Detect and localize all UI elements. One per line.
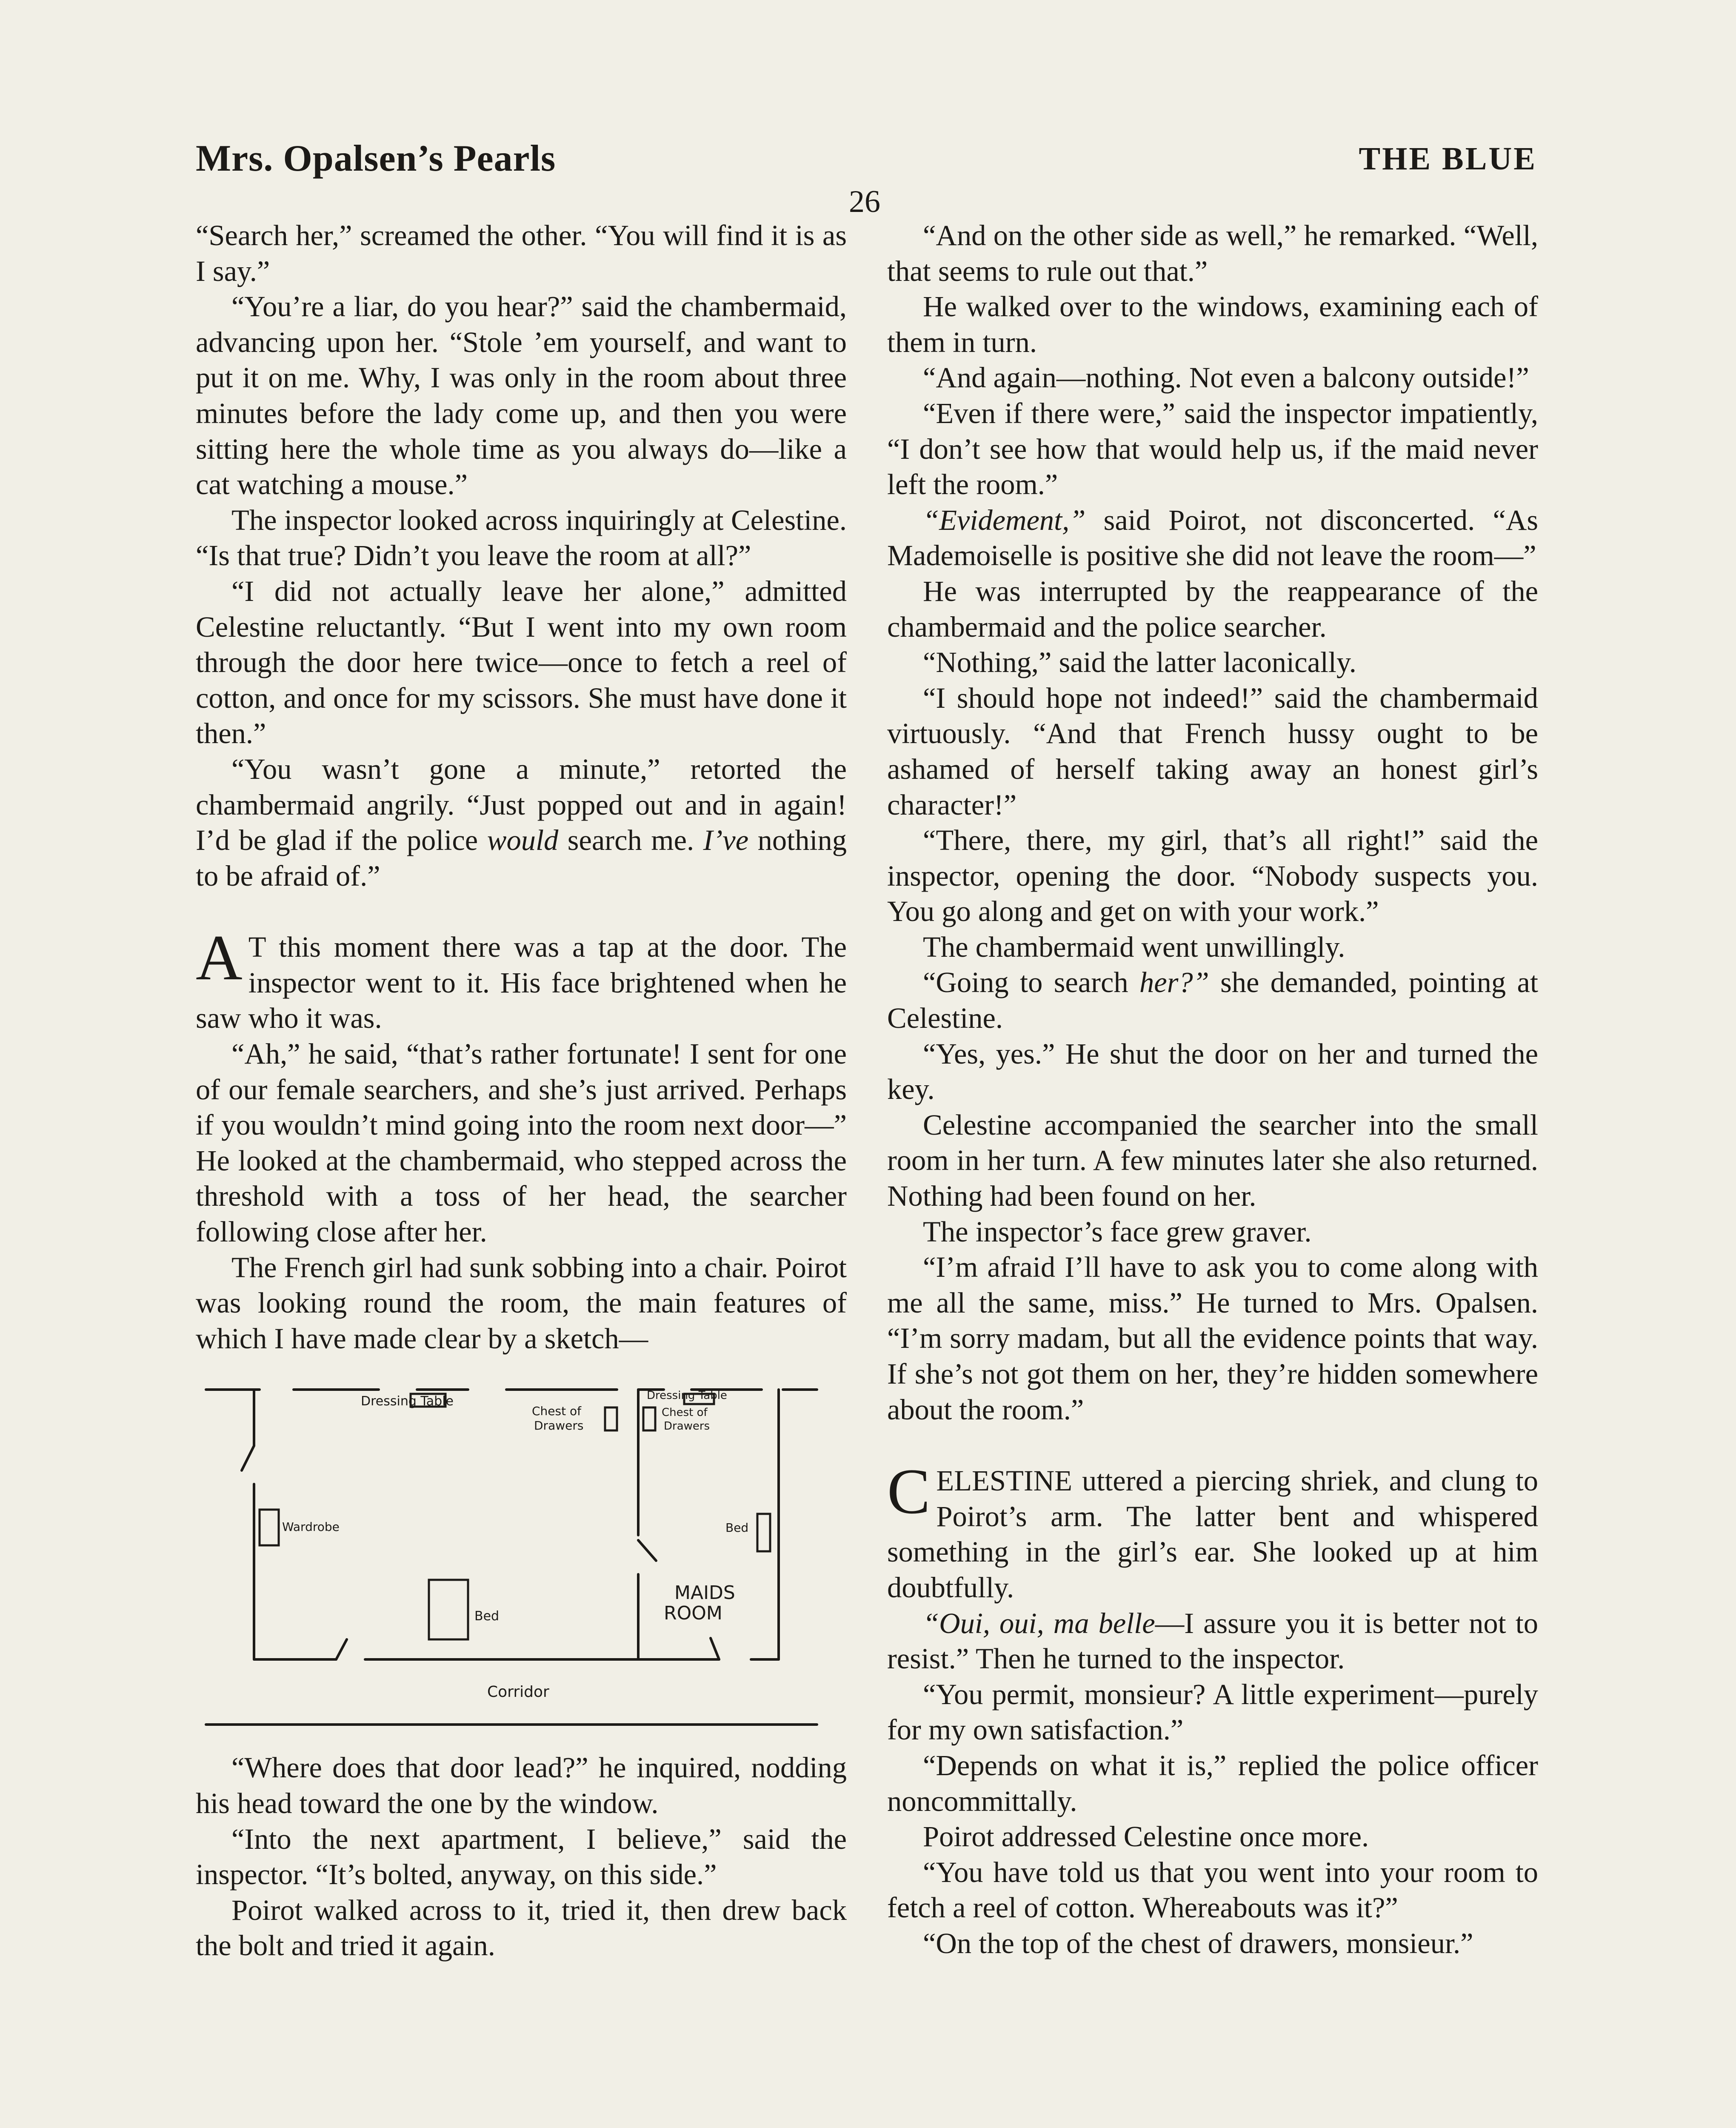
- drop-cap: A: [196, 922, 243, 994]
- drop-cap: C: [887, 1456, 931, 1527]
- paragraph: He walked over to the windows, examining each of them in turn.: [887, 290, 1538, 358]
- chest-label-line2: Drawers: [534, 1419, 584, 1433]
- paragraph: “Into the next apartment, I believe,” said the inspector. “It’s bolted, anyway, on this side.”: [196, 1822, 847, 1891]
- paragraph: “Evidement,” said Poirot, not disconcerted. “As Mademoiselle is positive she did not leave the room—”: [887, 503, 1538, 572]
- dressing-table-label: Dressing Table: [361, 1394, 454, 1409]
- maid-dressing-table-label: Dressing Table: [647, 1389, 727, 1402]
- paragraph: He was interrupted by the reappearance of the chambermaid and the police searcher.: [887, 575, 1538, 643]
- room-sketch: [196, 1356, 847, 1750]
- emphasis: would: [487, 824, 559, 857]
- chest-label-line1: Chest of: [532, 1404, 581, 1419]
- page-number: 26: [849, 184, 880, 219]
- floor-plan-drawing: [196, 1356, 847, 1750]
- section-opening-paragraph: A T this moment there was a tap at the door. The inspector went to it. His face brightened when he saw who it was.: [196, 922, 847, 1035]
- paragraph: “On the top of the chest of drawers, monsieur.”: [923, 1927, 1473, 1959]
- wardrobe-label: Wardrobe: [282, 1520, 340, 1534]
- paragraph: “You wasn’t gone a minute,” retorted the chambermaid angrily. “Just popped out and in again! I’d be glad if the police would search me. I’ve nothing to be afraid of.”: [196, 752, 847, 892]
- emphasis: “Evidement,”: [923, 503, 1086, 536]
- right-column: [887, 218, 1538, 1962]
- paragraph: “Nothing,” said the latter laconically.: [923, 646, 1356, 679]
- paragraph: “Yes, yes.” He shut the door on her and turned the key.: [887, 1037, 1538, 1106]
- maids-room-label-line2: ROOM: [664, 1602, 722, 1625]
- maid-chest-label-line2: Drawers: [664, 1420, 710, 1433]
- magazine-title: THE BLUE: [1359, 141, 1537, 177]
- paragraph: The inspector looked across inquiringly at Celestine. “Is that true? Didn’t you leave the room at all?”: [196, 503, 847, 572]
- paragraph: “And on the other side as well,” he remarked. “Well, that seems to rule out that.”: [887, 219, 1538, 287]
- corridor-label: Corridor: [487, 1683, 549, 1701]
- paragraph: “I should hope not indeed!” said the chambermaid virtuously. “And that French hussy ought to be ashamed of herself taking away an honest girl’s character!”: [887, 681, 1538, 821]
- paragraph: “You have told us that you went into your room to fetch a reel of cotton. Whereabouts was it?”: [887, 1856, 1538, 1924]
- paragraph: “Going to search her?” she demanded, pointing at Celestine.: [887, 966, 1538, 1035]
- paragraph: “Even if there were,” said the inspector impatiently, “I don’t see how that would help us, if the maid never left the room.”: [887, 397, 1538, 501]
- paragraph: “Where does that door lead?” he inquired, nodding his head toward the one by the window.: [196, 1751, 847, 1819]
- left-column: [196, 218, 847, 1964]
- paragraph: “Search her,” screamed the other. “You will find it is as I say.”: [196, 219, 847, 287]
- paragraph: The chambermaid went unwillingly.: [923, 930, 1345, 963]
- paragraph: Celestine accompanied the searcher into the small room in her turn. A few minutes later she also returned. Nothing had been found on her.: [887, 1108, 1538, 1213]
- paragraph: Poirot addressed Celestine once more.: [923, 1820, 1369, 1853]
- section-opening-paragraph: CELESTINE uttered a piercing shriek, and clung to Poirot’s arm. The latter bent and whispered something in the girl’s ear. She looked up at him doubtfully.: [887, 1456, 1538, 1604]
- paragraph: “I’m afraid I’ll have to ask you to come along with me all the same, miss.” He turned to Mrs. Opalsen. “I’m sorry madam, but all the evidence points that way. If she’s not got them on her, they’re hidden somewhere about the room.”: [887, 1251, 1538, 1426]
- paragraph: Poirot walked across to it, tried it, then drew back the bolt and tried it again.: [196, 1893, 847, 1962]
- bed-label: Bed: [474, 1609, 500, 1624]
- emphasis: I’ve: [703, 824, 749, 857]
- story-title: Mrs. Opalsen’s Pearls: [196, 138, 556, 179]
- emphasis: “Oui, oui, ma belle: [923, 1607, 1155, 1639]
- paragraph: “You’re a liar, do you hear?” said the chambermaid, advancing upon her. “Stole ’em yourself, and want to put it on me. Why, I was only in the room about three minutes before the lady come up, and then you were sitting here the whole time as you always do—like a cat watching a mouse.”: [196, 290, 847, 501]
- paragraph: “Ah,” he said, “that’s rather fortunate! I sent for one of our female searchers, and she’s just arrived. Perhaps if you wouldn’t mind going into the room next door—” He looked at the chambermaid, who stepped across the threshold with a toss of her head, the searcher following close after her.: [196, 1038, 847, 1248]
- paragraph: “And again—nothing. Not even a balcony outside!”: [923, 361, 1529, 394]
- paragraph: “There, there, my girl, that’s all right!” said the inspector, opening the door. “Nobody suspects you. You go along and get on with your work.”: [887, 824, 1538, 928]
- paragraph: “I did not actually leave her alone,” admitted Celestine reluctantly. “But I went into my own room through the door here twice—once to fetch a reel of cotton, and once for my scissors. She must have done it then.”: [196, 575, 847, 750]
- paragraph: “You permit, monsieur? A little experiment—purely for my own satisfaction.”: [887, 1678, 1538, 1746]
- maid-chest-label-line1: Chest of: [662, 1406, 708, 1419]
- maids-room-label-line1: MAIDS: [674, 1582, 735, 1604]
- emphasis: her?”: [1139, 966, 1209, 999]
- paragraph: “Depends on what it is,” replied the police officer noncommittally.: [887, 1749, 1538, 1817]
- paragraph: “Oui, oui, ma belle—I assure you it is better not to resist.” Then he turned to the inspector.: [887, 1607, 1538, 1675]
- paragraph: The inspector’s face grew graver.: [923, 1215, 1312, 1248]
- maid-bed-label: Bed: [725, 1521, 749, 1535]
- paragraph: The French girl had sunk sobbing into a chair. Poirot was looking round the room, the main features of which I have made clear by a sketch—: [196, 1251, 847, 1355]
